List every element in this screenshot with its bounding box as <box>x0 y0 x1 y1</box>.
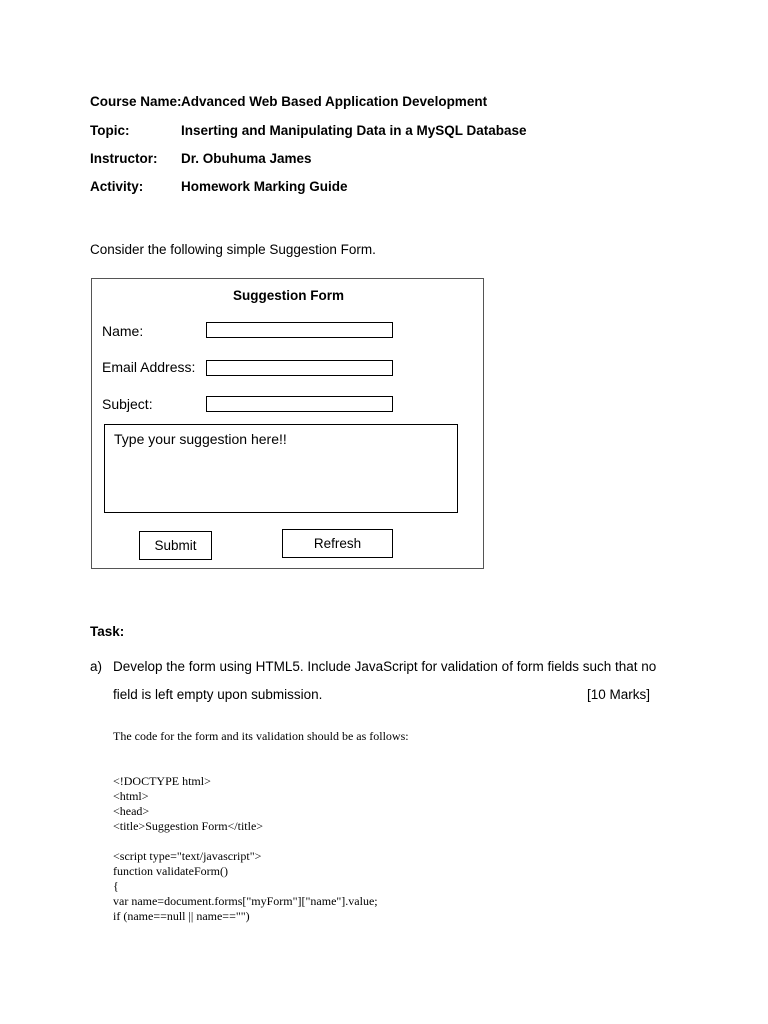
course-name-label: Course Name: <box>90 94 182 109</box>
task-item-text-line2: field is left empty upon submission. <box>113 687 323 702</box>
subject-field <box>206 396 393 412</box>
task-item-marks: [10 Marks] <box>587 687 651 702</box>
course-name-value: Advanced Web Based Application Development <box>181 94 488 109</box>
form-title: Suggestion Form <box>233 288 344 303</box>
code-line: <script type="text/javascript"> <box>113 849 262 863</box>
task-heading: Task: <box>90 624 125 639</box>
topic-label: Topic: <box>90 123 130 138</box>
code-line: <head> <box>113 804 150 818</box>
name-label: Name: <box>102 323 144 339</box>
task-item-text-line1: Develop the form using HTML5. Include JavaScript for validation of form fields such that no <box>113 659 657 674</box>
code-intro: The code for the form and its validation should be as follows: <box>113 729 409 743</box>
code-line: <html> <box>113 789 149 803</box>
instructor-label: Instructor: <box>90 151 158 166</box>
code-line: <!DOCTYPE html> <box>113 774 211 788</box>
code-line: if (name==null || name=="") <box>113 909 250 923</box>
code-line: var name=document.forms["myForm"]["name"].value; <box>113 894 378 908</box>
instructor-value: Dr. Obuhuma James <box>181 151 312 166</box>
refresh-button: Refresh <box>282 529 393 558</box>
subject-label: Subject: <box>102 396 153 412</box>
activity-value: Homework Marking Guide <box>181 179 348 194</box>
submit-button: Submit <box>139 531 212 560</box>
activity-label: Activity: <box>90 179 144 194</box>
suggestion-form-figure <box>91 278 484 569</box>
suggestion-textarea: Type your suggestion here!! <box>104 424 458 513</box>
task-item-letter: a) <box>90 659 103 674</box>
code-line: function validateForm() <box>113 864 228 878</box>
code-line: <title>Suggestion Form</title> <box>113 819 264 833</box>
name-field <box>206 322 393 338</box>
topic-value: Inserting and Manipulating Data in a MySQL Database <box>181 123 527 138</box>
intro-text: Consider the following simple Suggestion Form. <box>90 242 376 257</box>
email-label: Email Address: <box>102 359 196 375</box>
code-line: { <box>113 879 119 893</box>
email-field <box>206 360 393 376</box>
